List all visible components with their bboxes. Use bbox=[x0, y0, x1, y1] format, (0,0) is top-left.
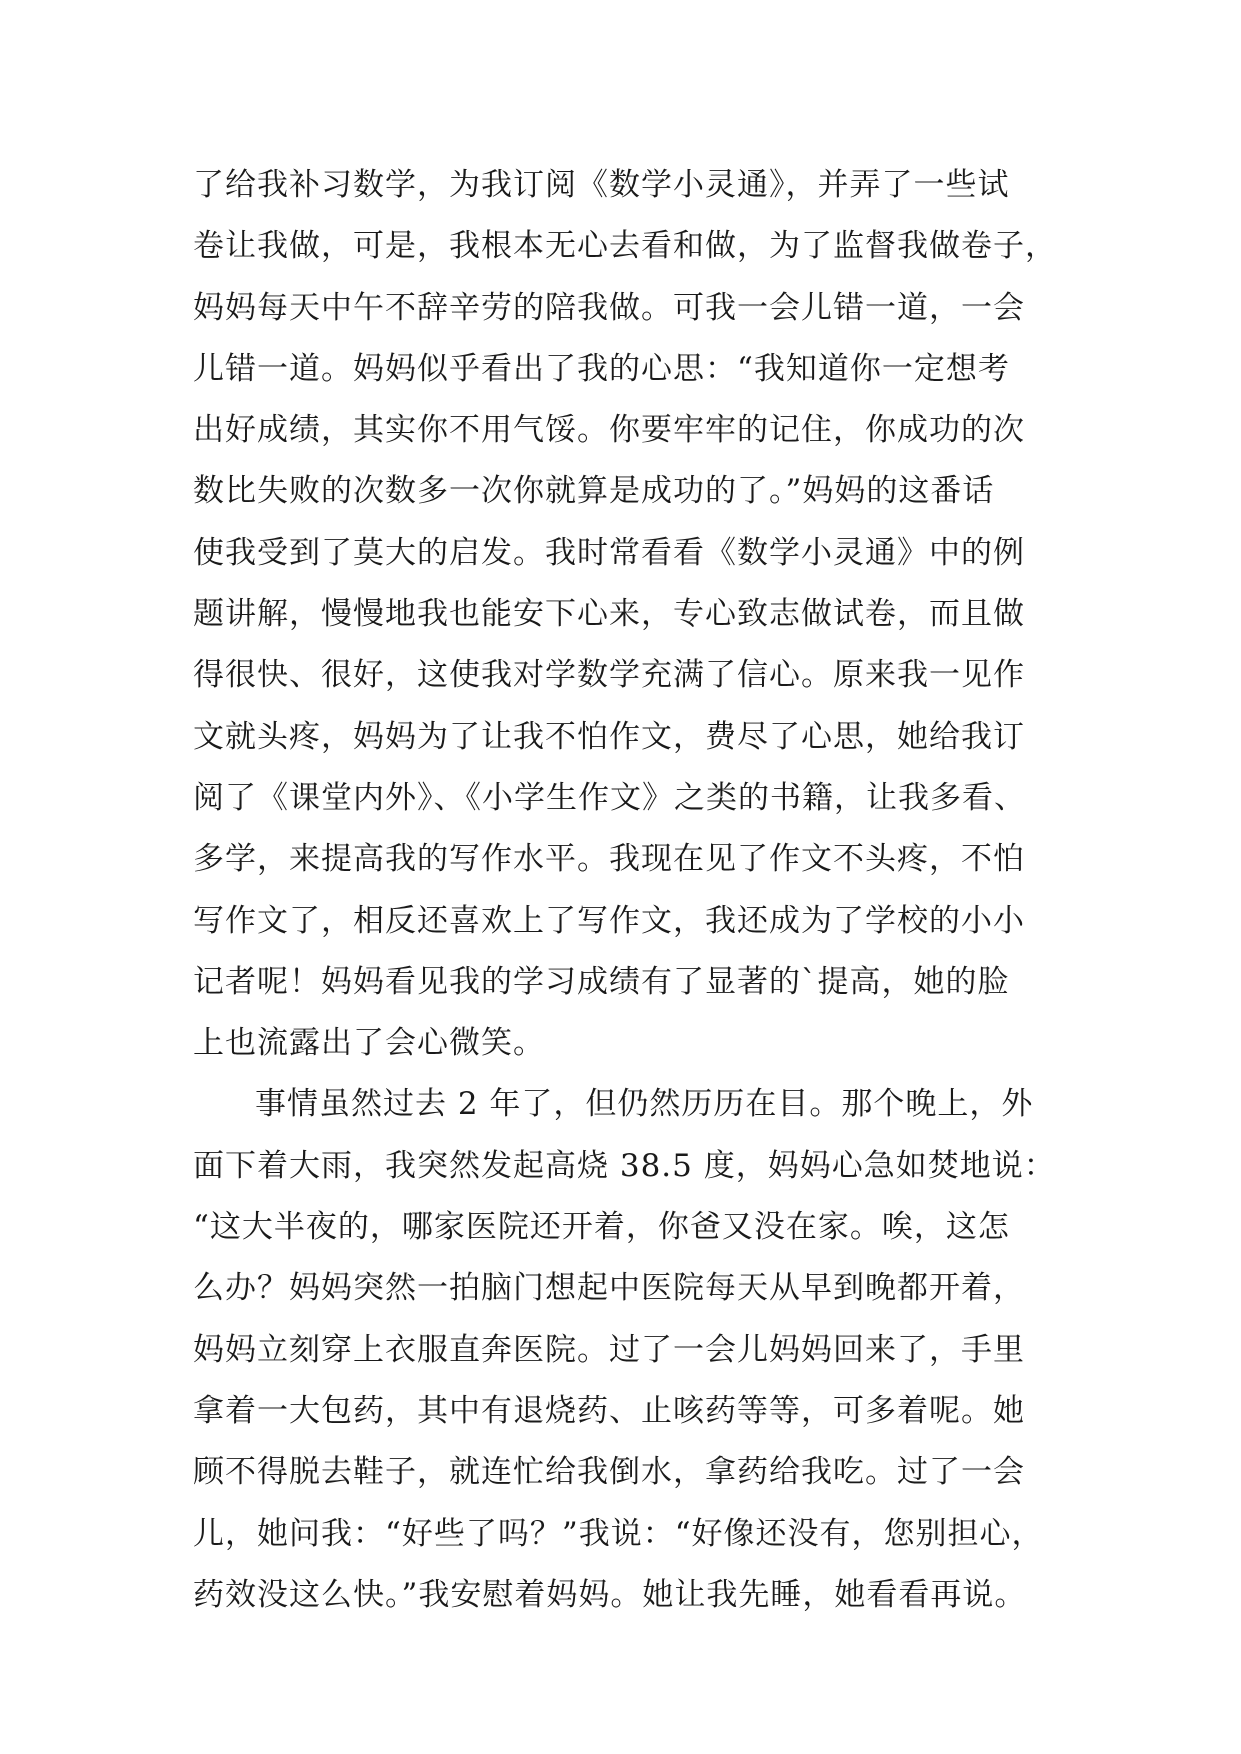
text-line: “这大半夜的，哪家医院还开着，你爸又没在家。唉，这怎 bbox=[193, 1209, 1010, 1246]
text-line: 面下着大雨，我突然发起高烧 38.5 度，妈妈心急如焚地说： bbox=[193, 1147, 1056, 1184]
text-line: 药效没这么快。”我安慰着妈妈。她让我先睡，她看看再说。 bbox=[193, 1576, 1027, 1613]
text-line: 写作文了，相反还喜欢上了写作文，我还成为了学校的小小 bbox=[193, 902, 1025, 939]
text-line: 得很快、很好，这使我对学数学充满了信心。原来我一见作 bbox=[193, 657, 1025, 694]
text-line: 卷让我做，可是，我根本无心去看和做，为了监督我做卷子， bbox=[193, 228, 1057, 265]
text-line: 使我受到了莫大的启发。我时常看看《数学小灵通》中的例 bbox=[193, 534, 1025, 571]
text-line: 妈妈每天中午不辞辛劳的陪我做。可我一会儿错一道，一会 bbox=[193, 289, 1025, 326]
text-line: 阅了《课堂内外》、《小学生作文》之类的书籍，让我多看、 bbox=[193, 779, 1026, 816]
paragraph-start-line: 事情虽然过去 2 年了，但仍然历历在目。那个晚上，外 bbox=[255, 1086, 1034, 1123]
text-line: 顾不得脱去鞋子，就连忙给我倒水，拿药给我吃。过了一会 bbox=[193, 1454, 1025, 1491]
text-line: 妈妈立刻穿上衣服直奔医院。过了一会儿妈妈回来了，手里 bbox=[193, 1331, 1025, 1368]
text-line: 多学，来提高我的写作水平。我现在见了作文不头疼，不怕 bbox=[193, 841, 1025, 878]
text-line: 题讲解，慢慢地我也能安下心来，专心致志做试卷，而且做 bbox=[193, 596, 1025, 633]
text-line: 拿着一大包药，其中有退烧药、止咳药等等，可多着呢。她 bbox=[193, 1392, 1025, 1429]
text-line: 儿，她问我：“好些了吗？”我说：“好像还没有，您别担心， bbox=[193, 1515, 1044, 1552]
text-line: 儿错一道。妈妈似乎看出了我的心思：“我知道你一定想考 bbox=[193, 350, 1010, 387]
text-line: 了给我补习数学，为我订阅《数学小灵通》，并弄了一些试 bbox=[193, 167, 1010, 203]
text-line: 记者呢！妈妈看见我的学习成绩有了显著的`提高，她的脸 bbox=[193, 963, 1010, 1000]
text-line: 数比失败的次数多一次你就算是成功的了。”妈妈的这番话 bbox=[193, 473, 995, 510]
text-line: 出好成绩，其实你不用气馁。你要牢牢的记住，你成功的次 bbox=[193, 412, 1025, 449]
body-text bbox=[193, 155, 1093, 1626]
text-line: 文就头疼，妈妈为了让我不怕作文，费尽了心思，她给我订 bbox=[193, 718, 1025, 755]
text-line: 上也流露出了会心微笑。 bbox=[193, 1025, 545, 1062]
text-line: 么办？妈妈突然一拍脑门想起中医院每天从早到晚都开着， bbox=[193, 1270, 1025, 1307]
